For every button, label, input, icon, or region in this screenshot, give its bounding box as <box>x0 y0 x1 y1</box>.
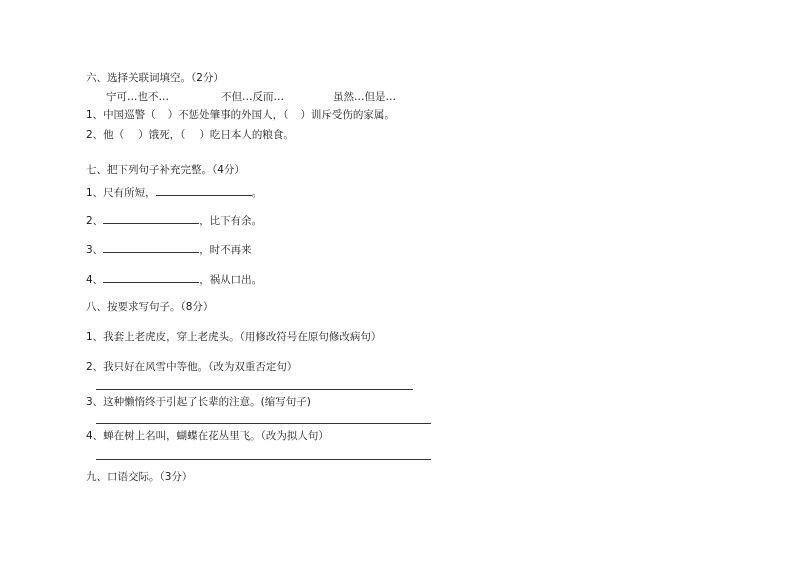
s7-q2-part-b: ，比下有余。 <box>199 215 263 227</box>
section-8-heading: 八、按要求写句子。（8分） <box>86 301 214 313</box>
s7-q3-answer-line[interactable] <box>103 241 199 253</box>
section-9-heading: 九、口语交际。（3分） <box>86 471 193 483</box>
s7-q1-answer-line[interactable] <box>156 184 252 196</box>
s6-q2-part-c: ）吃日本人的粮食。 <box>199 129 294 141</box>
s8-question-3: 3、这种懒惰终于引起了长辈的注意。(缩写句子) <box>86 396 311 408</box>
s7-q3-part-a: 3、 <box>86 244 104 256</box>
s6-q1-part-a: 1、中国巡警（ <box>86 109 156 121</box>
s8-question-2: 2、我只好在风雪中等他。（改为双重否定句） <box>86 361 298 373</box>
s6-question-1 <box>86 108 395 122</box>
option-2: 不但…反而… <box>221 91 284 103</box>
s7-q1-part-a: 1、尺有所短， <box>86 187 156 199</box>
s7-q2-answer-line[interactable] <box>103 212 199 224</box>
s7-q4-part-a: 4、 <box>86 274 104 286</box>
s6-q1-part-b: ）不惩处肇事的外国人，（ <box>167 109 289 121</box>
s7-q4-answer-line[interactable] <box>103 271 199 283</box>
option-3: 虽然…但是… <box>333 91 396 103</box>
s7-question-1 <box>86 184 262 200</box>
s8-q4-answer-line[interactable] <box>96 459 431 460</box>
s8-question-1: 1、我套上老虎皮，穿上老虎头。（用修改符号在原句修改病句） <box>86 331 382 343</box>
s7-question-3 <box>86 241 252 257</box>
s6-q2-part-a: 2、他（ <box>86 129 125 141</box>
s7-q1-part-b: 。 <box>251 187 263 199</box>
s6-q1-part-c: ）训斥受伤的家属。 <box>300 109 395 121</box>
s6-question-2 <box>86 128 294 142</box>
section-7-heading: 七、把下列句子补充完整。（4分） <box>86 164 245 176</box>
section-6-heading: 六、选择关联词填空。（2分） <box>86 72 224 84</box>
s6-q2-part-b: ）饿死，（ <box>138 129 186 141</box>
s7-question-2 <box>86 212 262 228</box>
s8-q2-answer-line[interactable] <box>96 389 413 390</box>
s8-question-4: 4、蝉在树上名叫，蝴蝶在花丛里飞。（改为拟人句） <box>86 430 329 442</box>
s7-q2-part-a: 2、 <box>86 215 104 227</box>
s7-q4-part-b: ，祸从口出。 <box>199 274 263 286</box>
s7-question-4 <box>86 271 262 287</box>
option-1: 宁可…也不… <box>106 91 169 103</box>
s7-q3-part-b: ，时不再来 <box>199 244 252 256</box>
s8-q3-answer-line[interactable] <box>96 423 431 424</box>
